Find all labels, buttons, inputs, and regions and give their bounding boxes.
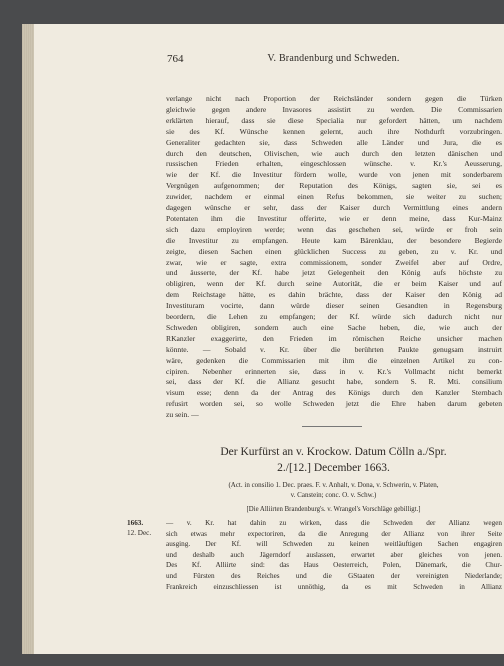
page-header	[162, 53, 504, 67]
margin-date-year: 1663.	[127, 519, 144, 527]
text-line: dem Reichstage hätte, es dahin brächte, dass der Kaiser den König ad	[166, 290, 502, 300]
text-line: sich etwas mehr expectoriren, da die Anregung der Allianz von ihrer Seite	[166, 529, 502, 538]
text-line: zwar, wie er sagte, extra commissionem, sonder Zweifel aber auf Ordre,	[166, 257, 502, 267]
text-line: Potentaten ihm die Investitur offerirte, wie er denn meine, dass Kur-Mainz	[166, 213, 502, 223]
text-line: beordern, die Lehen zu empfangen; der Kf. würde sich dadurch nicht nur	[166, 312, 502, 321]
document-meta-line-1: (Act. in consilio 1. Dec. praes. F. v. Anhalt, v. Dona, v. Schwerin, v. Platen,	[228, 481, 439, 489]
text-line: Des Kf. Alliirte sind: das Haus Oesterreich, Polen, Dänemark, die Chur-	[166, 561, 502, 570]
text-line: wäre, gedenken die Commissarien mit ihm die einzelnen Artikel zu con-	[166, 355, 502, 365]
text-line: könnte. — Sobald v. Kr. über die berührten Paukte genugsam instruirt	[166, 344, 502, 354]
document-meta-line-2: v. Canstein; conc. O. v. Schw.)	[290, 491, 377, 499]
text-line: zuwider, nachdem er einmal einen Refus bekommen, sie weiter zu suchen;	[166, 192, 502, 202]
text-line: dagegen wünsche er sehr, dass der Kaiser durch Vermittlung eines andern	[166, 203, 502, 212]
text-line: Vergnügen aufgenommen; der Reputation des Königs, sagten sie, sei es	[166, 181, 502, 191]
margin-date-day: 12. Dec.	[127, 529, 152, 537]
section-divider	[302, 426, 362, 427]
document-title-line-1: Der Kurfürst an v. Krockow. Datum Cölln a./Spr.	[220, 446, 447, 458]
text-line: und Fürsten des Reiches und die GStaaten der vereinigten Niederlande;	[166, 572, 502, 580]
text-line: und äusserte, der Kf. habe jetzt Gelegenheit den König aufs höchste zu	[166, 268, 502, 278]
text-line: ausging. Der Kf. will Schweden zu keinen weitläuftigen Sachen engagiren	[166, 540, 502, 549]
text-line: gleichwie gegen andere Invasores assistirt zu werden. Die Commissarien	[166, 104, 502, 114]
page-edges	[22, 24, 34, 654]
text-line: Investituram vocirte, dann würde dieser seinen Gesandten in Regensburg	[166, 301, 502, 311]
text-line: durch den deutschen, Olivischen, wie auch durch den letzten dänischen und	[166, 148, 502, 158]
text-line: sei, dass der Kf. die Allianz gesucht habe, sondern S. R. Mti. consilium	[166, 377, 502, 387]
text-line: — v. Kr. hat dahin zu wirken, dass die Schweden der Allianz wegen	[166, 519, 502, 527]
text-line: sie des Kf. Wünsche kennen gelernt, auch ihre Nothdurft vorzubringen.	[166, 126, 502, 136]
document-subject: [Die Alliirten Brandenburg's. v. Wrangel's Vorschläge gebilligt.]	[246, 506, 421, 513]
text-line: erklärten hierauf, dass sie diese Specialia nur gefordert hätten, um nachdem	[166, 115, 502, 125]
text-line: Frankreich einzuschliessen ist unnöthig, da es mit Schweden in Allianz	[166, 582, 502, 591]
text-line: Generaliter gedachten sie, dass Schweden alle Länder und Jura, die es	[166, 137, 502, 147]
text-line: refusirt worden sei, so wolle Schweden jetzt die Ehre haben darum gebeten	[166, 399, 502, 409]
text-line: und deshalb auch Jägerndorf auslassen, erwartet aber gleiches von jenen.	[166, 550, 502, 559]
text-line: verlange nicht nach Proportion der Reichsländer sondern gegen die Türken	[166, 94, 502, 103]
book-page	[34, 24, 504, 654]
text-line: RKanzler exaggerirte, den Frieden im römischen Reiche unsicher machen	[166, 333, 502, 343]
text-line: zu sein. —	[166, 410, 199, 420]
running-head: V. Brandenburg und Schweden.	[267, 53, 400, 64]
page-number: 764	[167, 53, 184, 65]
text-line: zeigte, diesen Sachen einen glücklichen Success zu geben, zu v. Kr. und	[166, 246, 502, 256]
text-line: sich dazu employiren werde; wenn das geschehen sei, würde er froh sein	[166, 224, 502, 234]
text-line: obligiren, wenn der Kf. durch seine Autorität, die er beim Kaiser und auf	[166, 279, 502, 289]
document-title-line-2: 2./[12.] December 1663.	[277, 462, 390, 474]
text-line: Schweden obligiren, sondern auch eine Sache heben, die, wie auch der	[166, 322, 502, 332]
text-line: die Investitur zu empfangen. Heute kam Bärenklau, der besondere Begierde	[166, 235, 502, 245]
text-line: visum esse; denn da der Antrag des Königs durch den Kanzler Sternbach	[166, 388, 502, 398]
text-line: russischen Frieden erhalten, eingeschlossen wünsche. v. Kr.'s Aeusserung,	[166, 159, 502, 169]
text-line: cipiren. Nebenher erinnerten sie, dass in v. Kr.'s Vollmacht nicht bemerkt	[166, 366, 502, 376]
text-line: wie der Kf. die Investitur fördern wolle, wurde von jenen mit sonderbarem	[166, 170, 502, 180]
